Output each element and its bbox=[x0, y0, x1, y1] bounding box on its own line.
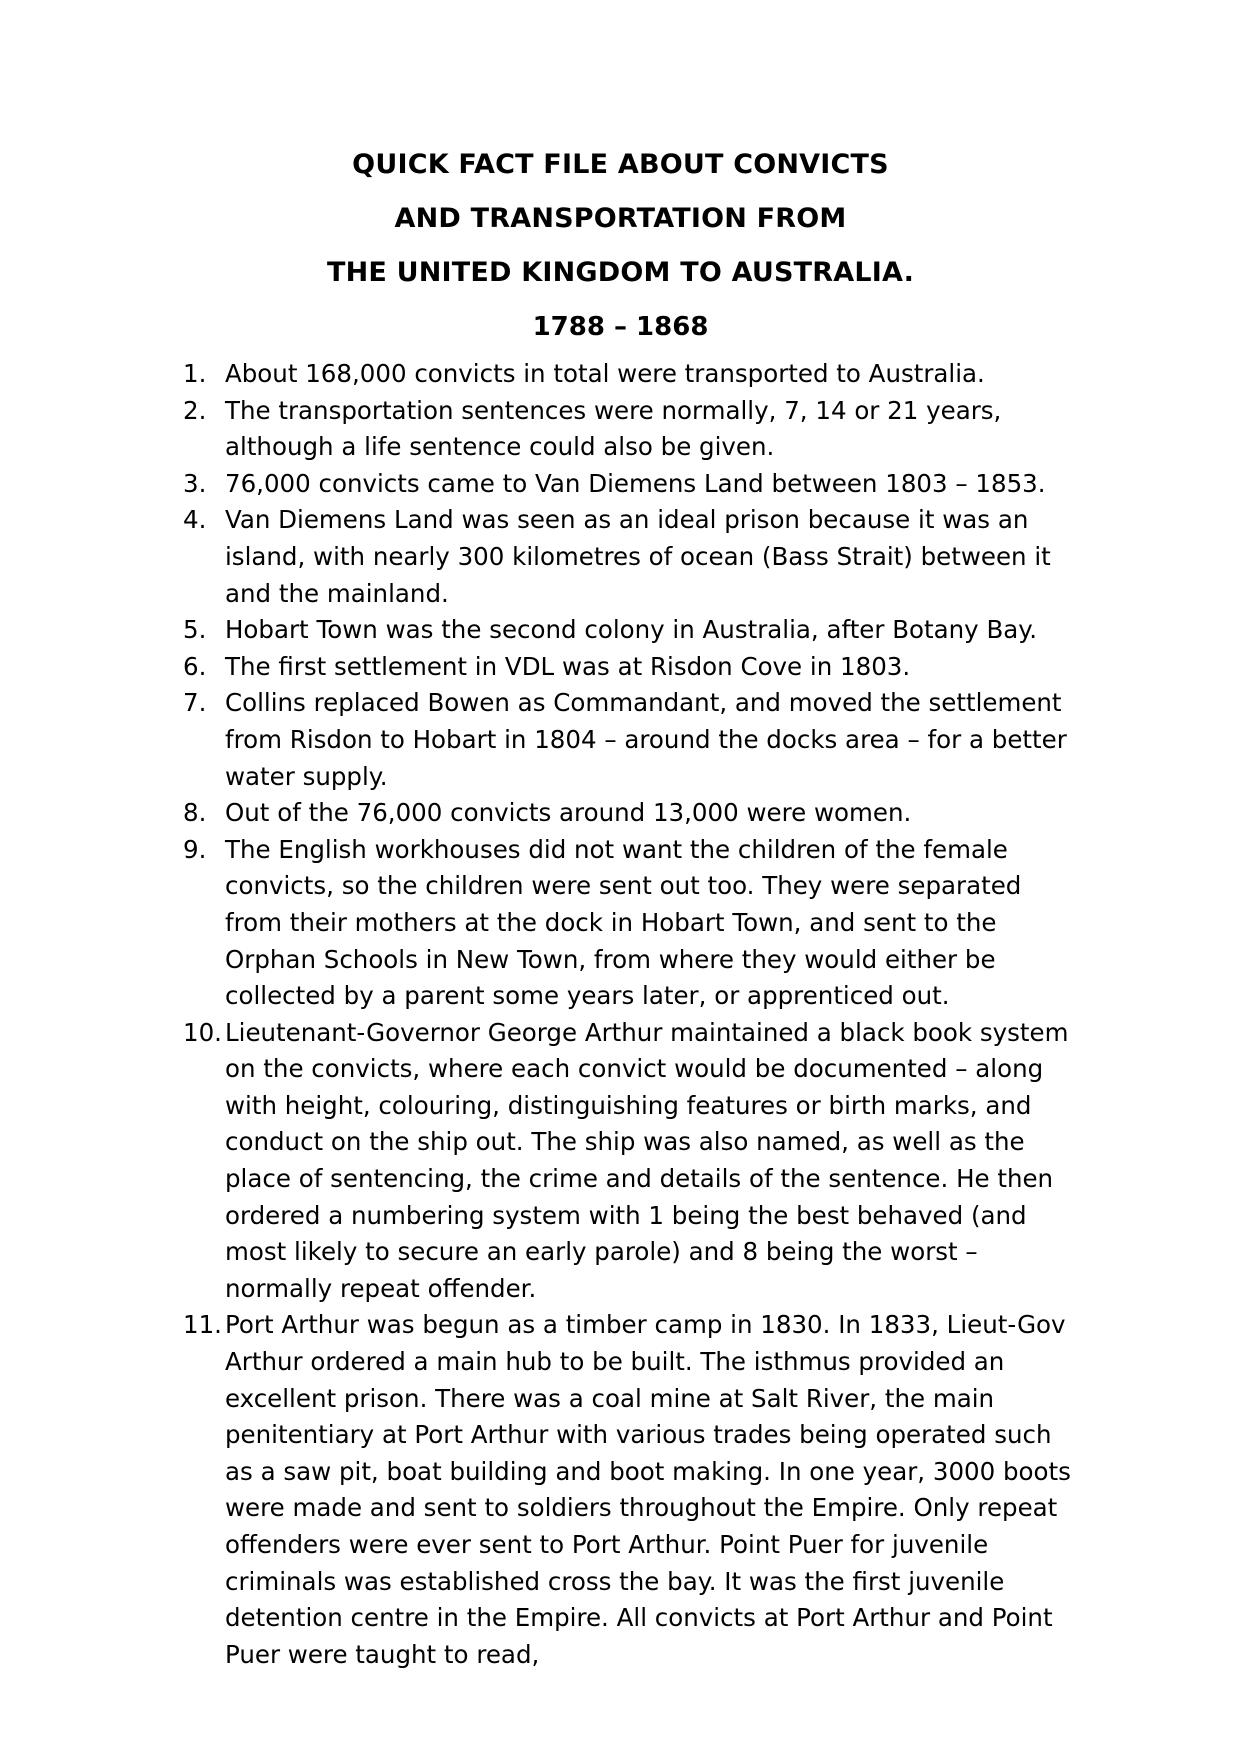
fact-text: Out of the 76,000 convicts around 13,000 were women. bbox=[225, 798, 912, 828]
fact-text: The first settlement in VDL was at Risdon Cove in 1803. bbox=[225, 651, 911, 681]
list-item bbox=[183, 466, 1083, 503]
list-item bbox=[183, 393, 1083, 466]
fact-number: 9. bbox=[183, 834, 207, 864]
fact-text: The transportation sentences were normally, 7, 14 or 21 years, although a life sentence could also be given. bbox=[225, 395, 1002, 462]
fact-text: 76,000 convicts came to Van Diemens Land between 1803 – 1853. bbox=[225, 468, 1046, 498]
fact-text: Collins replaced Bowen as Commandant, and moved the settlement from Risdon to Hobart in 1804 – around the docks area – for a better water supply. bbox=[225, 688, 1067, 791]
fact-number: 5. bbox=[183, 615, 207, 645]
fact-list bbox=[183, 356, 1083, 1673]
list-item bbox=[183, 612, 1083, 649]
fact-number: 8. bbox=[183, 798, 207, 828]
document-title bbox=[0, 138, 1241, 354]
list-item bbox=[183, 832, 1083, 1015]
fact-text: The English workhouses did not want the children of the female convicts, so the children were sent out too. They were separated from their mothers at the dock in Hobart Town, and sent to the Orphan Schools in New Town, from where they would either be collected by a parent some years later, or apprenticed out. bbox=[225, 834, 1022, 1011]
fact-text: About 168,000 convicts in total were transported to Australia. bbox=[225, 359, 985, 388]
fact-number: 11. bbox=[183, 1310, 222, 1340]
title-line-3: THE UNITED KINGDOM TO AUSTRALIA. bbox=[326, 257, 915, 288]
list-item bbox=[183, 356, 1083, 393]
title-line-1: QUICK FACT FILE ABOUT CONVICTS bbox=[352, 149, 889, 180]
fact-number: 10. bbox=[183, 1017, 222, 1047]
list-item bbox=[183, 1307, 1083, 1673]
fact-text: Port Arthur was begun as a timber camp in 1830. In 1833, Lieut-Gov Arthur ordered a main hub to be built. The isthmus provided an excellent prison. There was a coal mine at Salt River, the main penitentiary at Port Arthur with various trades being operated such as a saw pit, boat building and boot making. In one year, 3000 boots were made and sent to soldiers throughout the Empire. Only repeat offenders were ever sent to Port Arthur. Point Puer for juvenile criminals was established cross the bay. It was the first juvenile detention centre in the Empire. All convicts at Port Arthur and Point Puer were taught to read, bbox=[225, 1310, 1071, 1669]
fact-text: Hobart Town was the second colony in Australia, after Botany Bay. bbox=[225, 615, 1038, 645]
fact-number: 2. bbox=[183, 395, 207, 425]
fact-number: 7. bbox=[183, 688, 207, 718]
list-item bbox=[183, 685, 1083, 795]
list-item bbox=[183, 649, 1083, 686]
fact-number: 3. bbox=[183, 468, 207, 498]
title-years: 1788 – 1868 bbox=[532, 312, 709, 342]
fact-text: Van Diemens Land was seen as an ideal prison because it was an island, with nearly 300 kilometres of ocean (Bass Strait) between it and the mainland. bbox=[225, 505, 1051, 608]
fact-number: 1. bbox=[183, 359, 207, 388]
list-item bbox=[183, 1015, 1083, 1308]
list-item bbox=[183, 502, 1083, 612]
fact-text: Lieutenant-Governor George Arthur maintained a black book system on the convicts, where each convict would be documented – along with height, colouring, distinguishing features or birth marks, and conduct on the ship out. The ship was also named, as well as the place of sentencing, the crime and details of the sentence. He then ordered a numbering system with 1 being the best behaved (and most likely to secure an early parole) and 8 being the worst – normally repeat offender. bbox=[225, 1017, 1069, 1303]
title-line-2: AND TRANSPORTATION FROM bbox=[394, 203, 847, 234]
fact-number: 4. bbox=[183, 505, 207, 535]
list-item bbox=[183, 795, 1083, 832]
fact-number: 6. bbox=[183, 651, 207, 681]
